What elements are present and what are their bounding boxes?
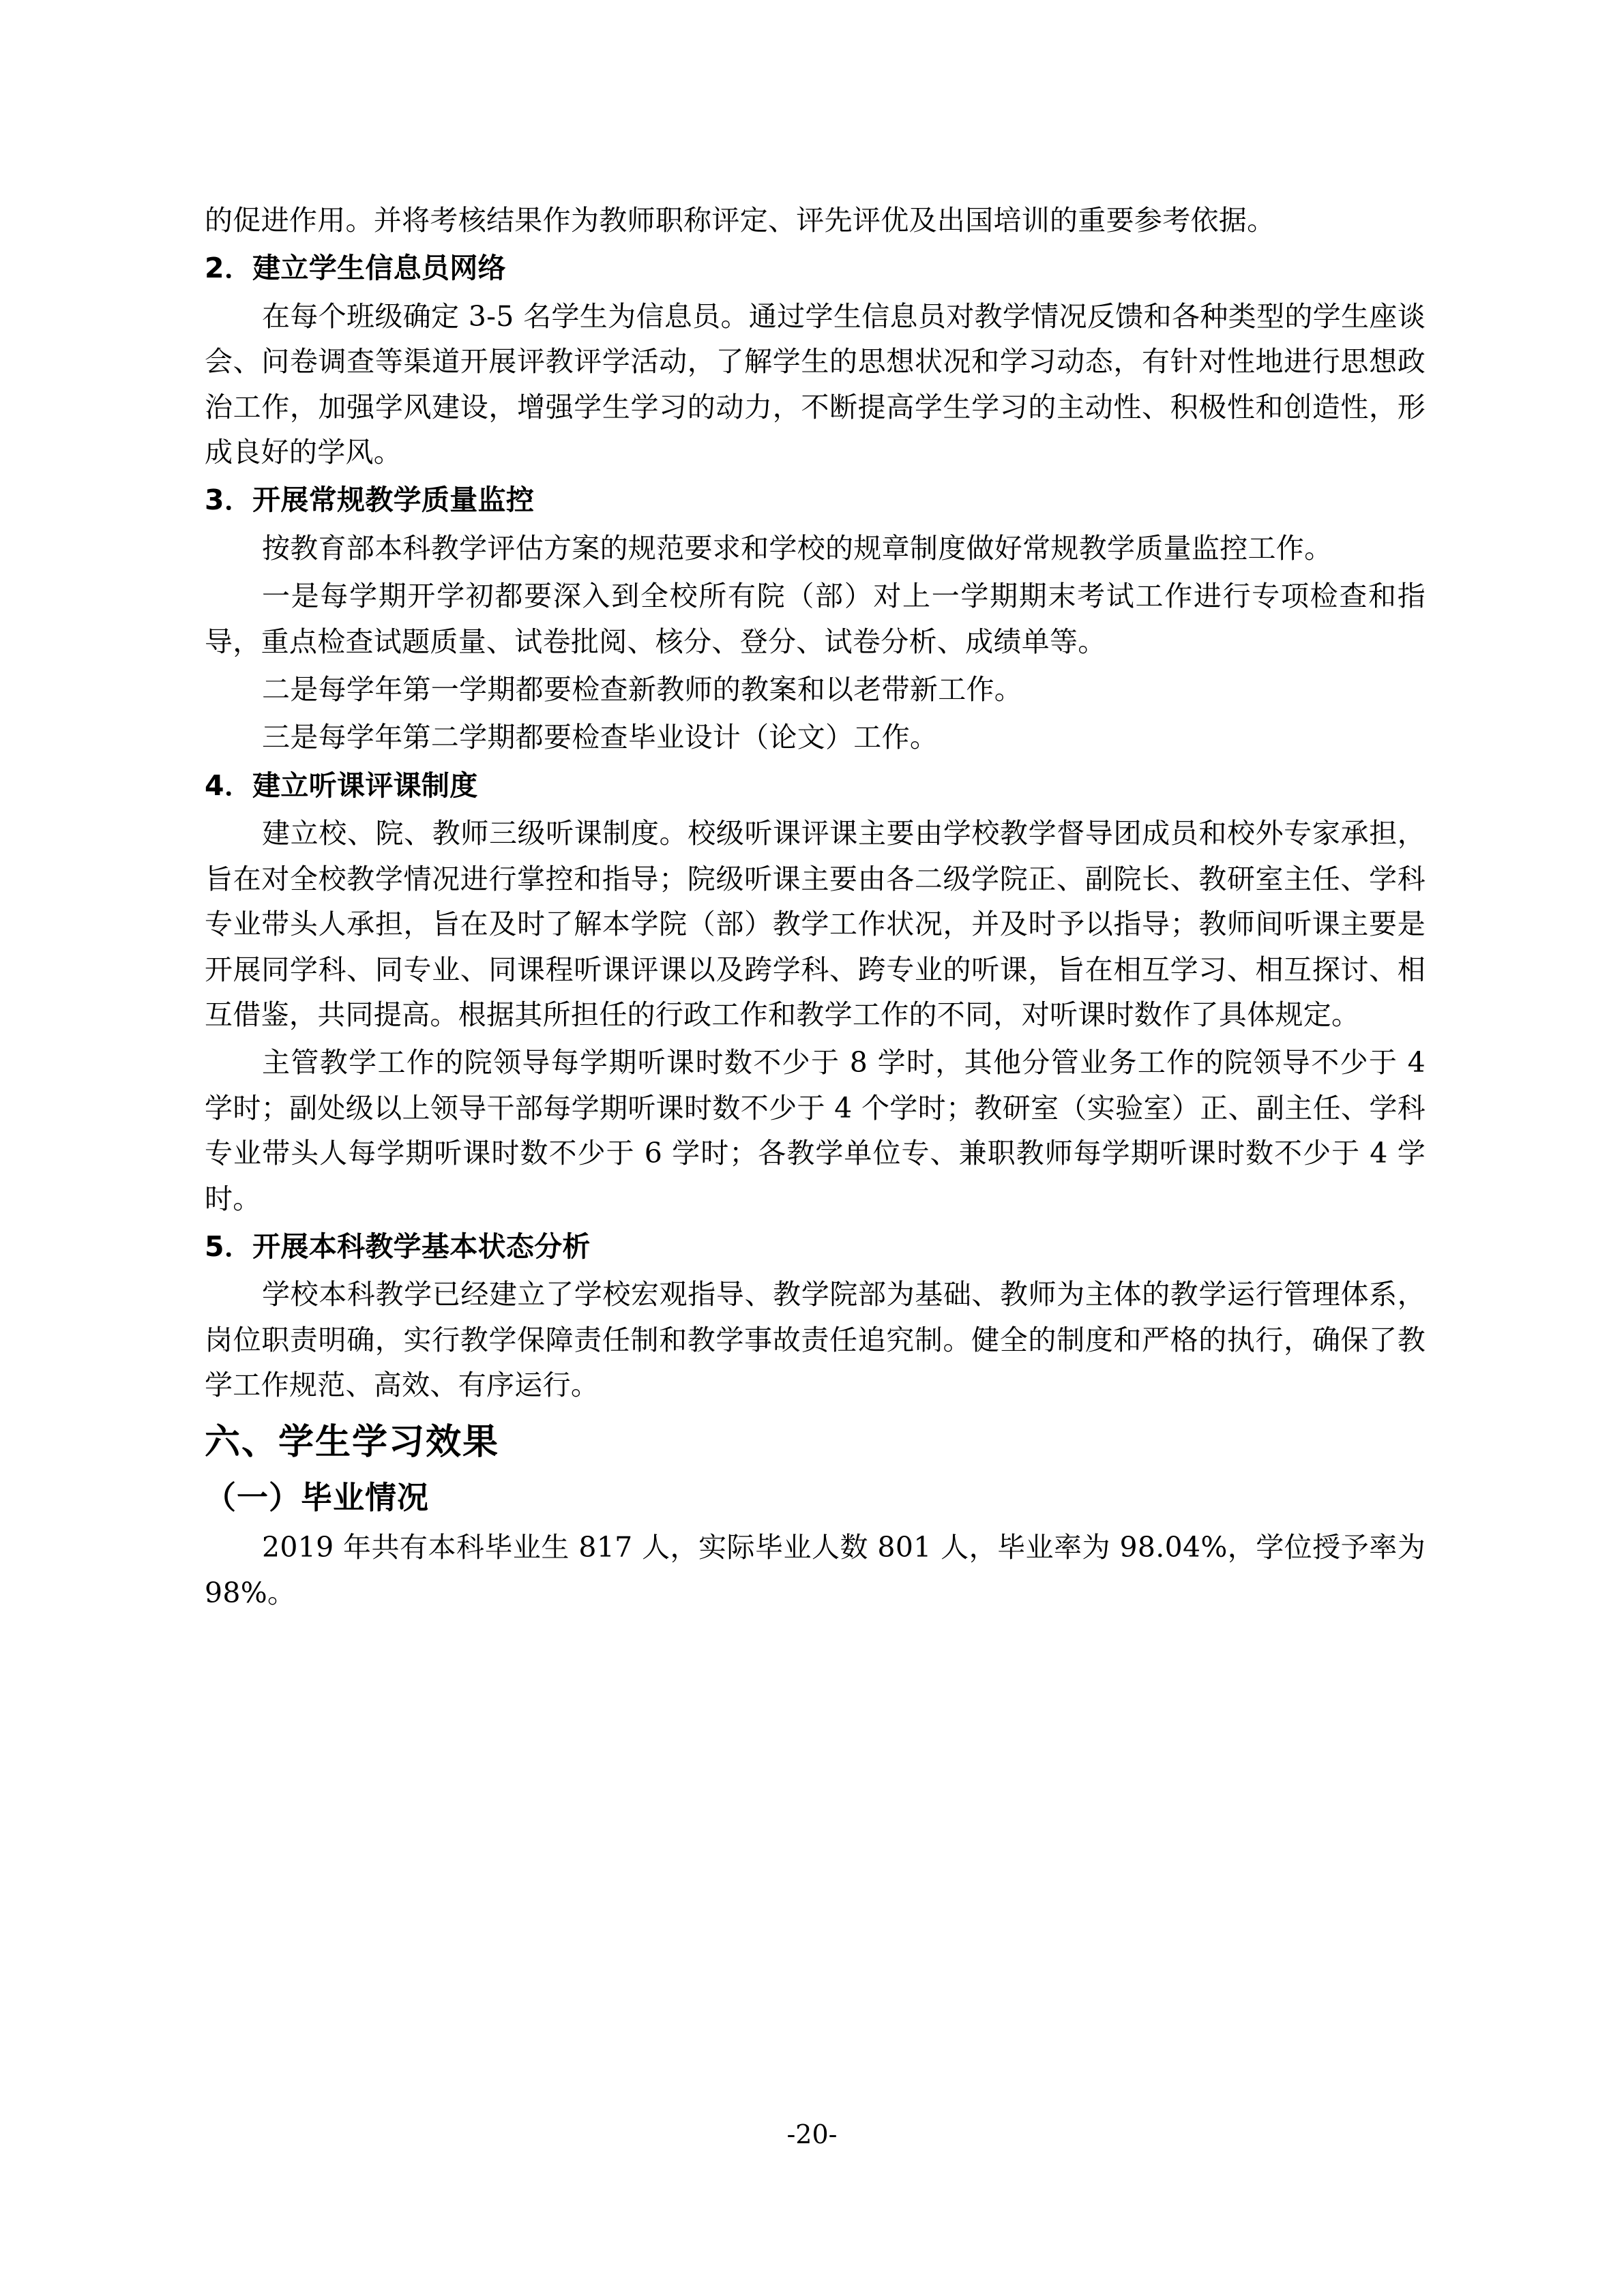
document-body (205, 198, 1426, 1615)
paragraph: 一是每学期开学初都要深入到全校所有院（部）对上一学期期末考试工作进行专项检查和指导，重点检查试题质量、试卷批阅、核分、登分、试卷分析、成绩单等。 (205, 580, 1426, 658)
heading-item-2: 2．建立学生信息员网络 (205, 252, 506, 285)
paragraph: 三是每学年第二学期都要检查毕业设计（论文）工作。 (262, 721, 939, 754)
paragraph: 的促进作用。并将考核结果作为教师职称评定、评先评优及出国培训的重要参考依据。 (205, 204, 1275, 237)
paragraph: 二是每学年第一学期都要检查新教师的教案和以老带新工作。 (262, 673, 1023, 706)
heading-item-4: 4．建立听课评课制度 (205, 769, 478, 802)
paragraph: 按教育部本科教学评估方案的规范要求和学校的规章制度做好常规教学质量监控工作。 (262, 531, 1333, 565)
heading-item-5: 5．开展本科教学基本状态分析 (205, 1229, 591, 1263)
page-number: -20- (786, 2119, 838, 2149)
heading-item-3: 3．开展常规教学质量监控 (205, 483, 535, 517)
paragraph: 主管教学工作的院领导每学期听课时数不少于 8 学时，其他分管业务工作的院领导不少于 4 学时；副处级以上领导干部每学期听课时数不少于 4 个学时；教研室（实验室）正、副主任、学科专业带头人每学期听课时数不少于 6 学时；各教学单位专、兼职教师每学期听课时数不少于 4 学时。 (205, 1046, 1426, 1215)
section-heading-six: 六、学生学习效果 (205, 1421, 500, 1463)
paragraph: 学校本科教学已经建立了学校宏观指导、教学院部为基础、教师为主体的教学运行管理体系，岗位职责明确，实行教学保障责任制和教学事故责任追究制。健全的制度和严格的执行，确保了教学工作规范、高效、有序运行。 (205, 1278, 1426, 1402)
paragraph: 在每个班级确定 3-5 名学生为信息员。通过学生信息员对教学情况反馈和各种类型的学生座谈会、问卷调查等渠道开展评教评学活动，了解学生的思想状况和学习动态，有针对性地进行思想政治工作，加强学风建设，增强学生学习的动力，不断提高学生学习的主动性、积极性和创造性，形成良好的学风。 (205, 299, 1426, 469)
paragraph: 建立校、院、教师三级听课制度。校级听课评课主要由学校教学督导团成员和校外专家承担，旨在对全校教学情况进行掌控和指导；院级听课主要由各二级学院正、副院长、教研室主任、学科专业带头人承担，旨在及时了解本学院（部）教学工作状况，并及时予以指导；教师间听课主要是开展同学科、同专业、同课程听课评课以及跨学科、跨专业的听课，旨在相互学习、相互探讨、相互借鉴，共同提高。根据其所担任的行政工作和教学工作的不同，对听课时数作了具体规定。 (205, 817, 1426, 1031)
subsection-heading-one: （一）毕业情况 (205, 1479, 429, 1517)
paragraph: 2019 年共有本科毕业生 817 人，实际毕业人数 801 人，毕业率为 98.04%，学位授予率为 98%。 (205, 1531, 1426, 1609)
